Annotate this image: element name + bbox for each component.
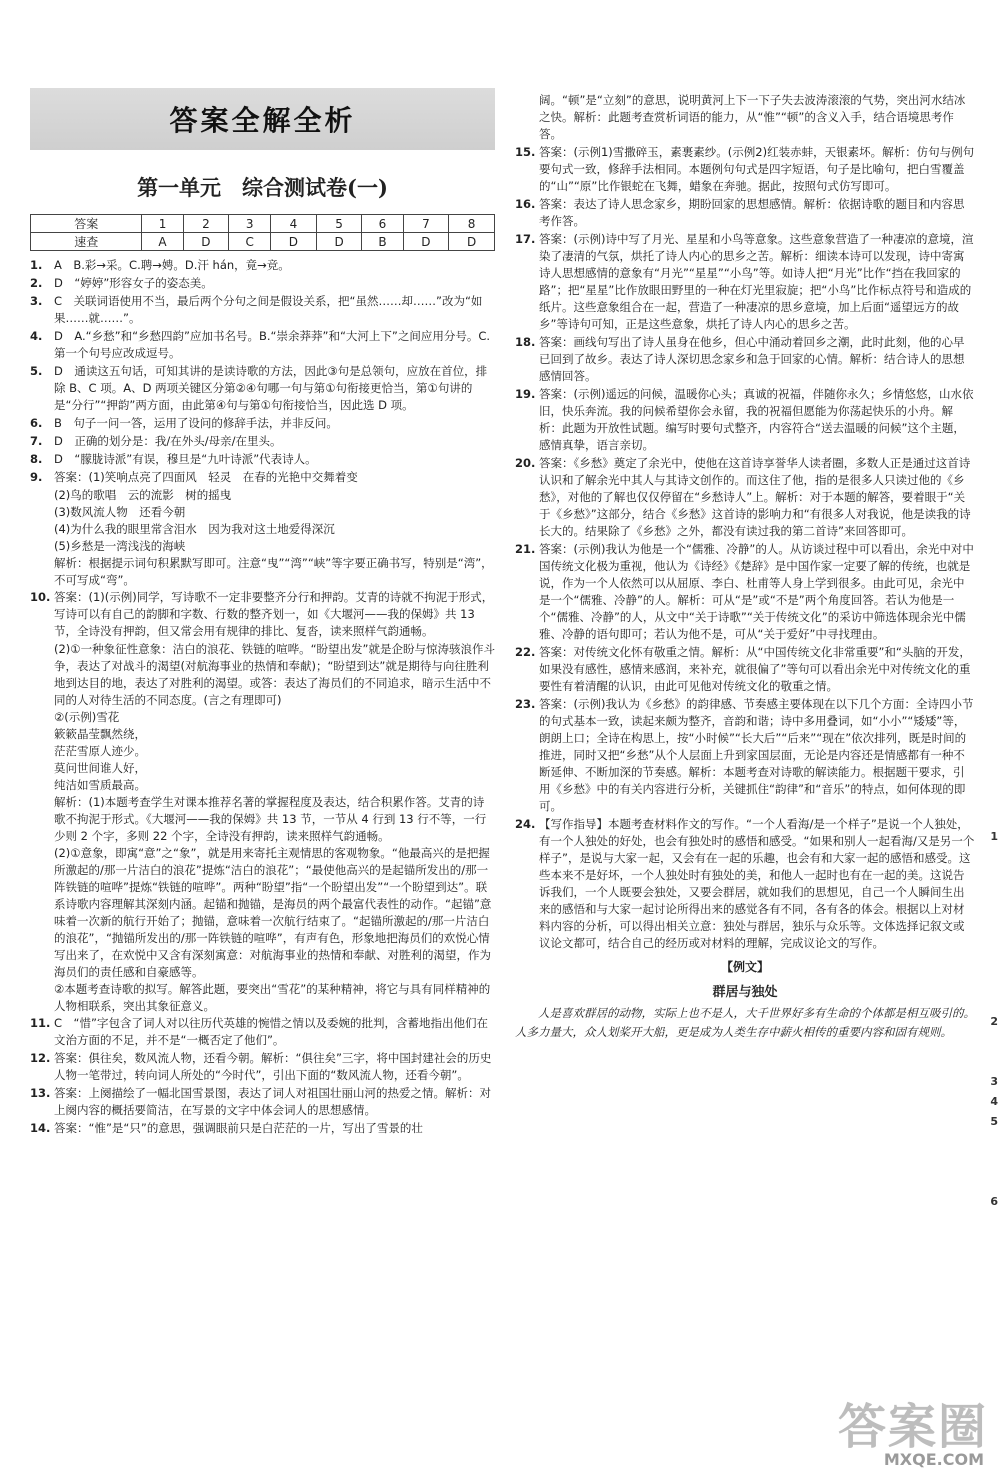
answer-cell: D (449, 233, 495, 251)
answer-cell: D (316, 233, 362, 251)
right-column (515, 92, 975, 1042)
item-text: 答案：俱往矣，数风流人物，还看今朝。解析：“俱往矣”三字，将中国封建社会的历史人物一笔带过，转向词人所处的“今时代”，引出下面的“数风流人物，还看今朝”。 (54, 1051, 492, 1082)
item-number: 21. (515, 542, 536, 556)
poem-line: 簌簌晶莹飘然绕， (54, 727, 146, 741)
answer-item (515, 196, 975, 230)
item-number: 3. (30, 294, 43, 308)
side-page-mark: 4 (990, 1095, 998, 1108)
answer-table-num: 4 (271, 215, 317, 233)
item-text: 答案：(示例)诗中写了月光、星星和小鸟等意象。这些意象营造了一种凄凉的意境，渲染了凄清的气氛，烘托了诗人内心的思乡之苦。解析：细读本诗可以发现，诗中寄寓诗人思想感情的意象有“月光”“星星”“小鸟”等。如诗人把“月光”比作“挡在我回家的路”；把“星星”比作放眼田野里的一种在灯光里寂旋；把“小鸟”比作标点符号和造成的纸片。这些意象组合在一起，营造了一种凄凉的思乡意境，加上后面“遥望远方的故乡”等诗句可知，正是这些意象，烘托了诗人内心的思乡之苦。 (539, 232, 974, 331)
item-text: D A.“乡愁”和“乡愁四韵”应加书名号。B.“崇余莽莽”和“大河上下”之间应用分号。C.第一个句号应改成逗号。 (54, 329, 491, 360)
item-number: 13. (30, 1086, 51, 1100)
answer-cell: D (271, 233, 317, 251)
item-number: 1. (30, 258, 43, 272)
item-text: 答案：(示例)遥远的问候，温暖你心头；真诚的祝福，伴随你永久；乡情悠悠，山水依旧，快乐奔流。我的问候希望你会永留，我的祝福但愿能为你荡起快乐的小舟。解析：此题为开放性试题。编写时要句式整齐，内容符合“送去温暖的问候”这个主题，感情真挚，语言亲切。 (539, 387, 974, 452)
item-text: 答案：(示例1)雪撒碎玉，素裹素纱。(示例2)红装赤蚌，天银素坏。解析：仿句与例句要句式一致，修辞手法相同。本题例句句式是四字短语，句子是比喻句，把白雪覆盖的“山”“原”比作银蛇在飞舞，蜡象在奔驰。据此，按照句式仿写即可。 (539, 145, 975, 193)
side-page-mark: 5 (990, 1115, 998, 1128)
answer-cell: D (183, 233, 229, 251)
item-number: 19. (515, 387, 536, 401)
essay-title: 群居与独处 (712, 985, 778, 1000)
item-number: 14. (30, 1121, 51, 1135)
answer-item (30, 589, 495, 640)
item-text: 答案：对传统文化怀有敬重之情。解析：从“中国传统文化非常重要”和“头脑的开发，如果没有感性，感情来感润，来补充，就很偏了”等句可以看出余光中对传统文化的重要性有着清醒的认识，由此可见他对传统文化的敬重之情。 (539, 645, 971, 693)
answer-item (30, 275, 495, 292)
item-text: D “婷婷”形容女子的姿态美。 (54, 276, 213, 290)
item-number: 20. (515, 456, 536, 470)
answer-item (515, 334, 975, 385)
answer-item (515, 541, 975, 643)
item-line: (5)乡愁是一湾浅浅的海峡 (54, 539, 186, 553)
answer-item (515, 455, 975, 540)
answer-item (515, 386, 975, 454)
page-banner: 答案全解全析 (30, 88, 495, 150)
item-text: 答案：《乡愁》奠定了余光中，使他在这首诗享誉华人读者圈，多数人正是通过这首诗认识和了解余光中其人与其诗文创作的。而这住了他，指的是很多人只读过他的《乡愁》，对他的了解也仅仅停留在“乡愁诗人”上。解析：对于本题的解答，要着眼于“关于《乡愁》”这部分，结合《乡愁》这首诗的影响力和“有很多人对我说，他是读我的诗长大的。结果除了《乡愁》之外，都没有读过我的第二首诗”来回答即可。 (539, 456, 971, 538)
answer-item (30, 1050, 495, 1084)
side-page-mark: 6 (990, 1195, 998, 1208)
side-page-mark: 3 (990, 1075, 998, 1088)
side-page-mark: 2 (990, 1015, 998, 1028)
answer-table-num: 6 (362, 215, 403, 233)
item-number: 15. (515, 145, 536, 159)
answer-item (515, 144, 975, 195)
item-number: 5. (30, 364, 43, 378)
item-text: D “朦胧诗派”有误，穆旦是“九叶诗派”代表诗人。 (54, 452, 317, 466)
answer-item (30, 257, 495, 274)
answer-item (515, 92, 975, 143)
item-number: 11. (30, 1016, 51, 1030)
item-number: 8. (30, 452, 43, 466)
item-line: 解析：(1)本题考查学生对课本推荐名著的掌握程度及表达，结合积累作答。艾青的诗歌不拘泥于形式。《大堰河——我的保姆》共 13 节，一节从 4 行到 13 行不等，一行少则 2 个字，多则 22 个字，全诗没有押韵，读来照样气韵通畅。 (54, 795, 487, 843)
answer-item (30, 433, 495, 450)
essay-text: 人是喜欢群居的动物，实际上也不是人，大千世界好多有生命的个体都是相互吸引的。人多力量大，众人划桨开大船，更是成为人类生存中薪火相传的重要内容和固有规则。 (515, 1006, 975, 1039)
answer-cell: D (403, 233, 449, 251)
item-text: 答案：“惟”是“只”的意思，强调眼前只是白茫茫的一片，写出了雪景的壮 (54, 1121, 423, 1135)
answer-table-num: 1 (142, 215, 183, 233)
answer-cell: C (229, 233, 271, 251)
item-number: 4. (30, 329, 43, 343)
item-number: 17. (515, 232, 536, 246)
poem-line: 茫茫雪原人迹少。 (54, 744, 146, 758)
answer-item (30, 363, 495, 414)
item-text: A B.彩→采。C.聘→娉。D.汗 hán，竟→竞。 (54, 258, 290, 272)
answer-item (515, 644, 975, 695)
item-line: (4)为什么我的眼里常含泪水 因为我对这土地爱得深沉 (54, 522, 335, 536)
answer-item (30, 1085, 495, 1119)
item-text: 答案：(1)(示例)同学，写诗歌不一定非要整齐分行和押韵。艾青的诗就不拘泥于形式，写诗可以有自己的韵脚和字数、行数的整齐划一，如《大堰河——我的保姆》共 13 节，全诗没有押韵，但又常会用有规律的排比、复沓，读来照样气韵通畅。 (54, 590, 494, 638)
item-number: 23. (515, 697, 536, 711)
answer-table-num: 7 (403, 215, 449, 233)
item-text: 答案：上阕描绘了一幅北国雪景图，表达了词人对祖国壮丽山河的热爱之情。解析：对上阕内容的概括要简洁，在写景的文字中体会词人的思想感情。 (54, 1086, 491, 1117)
answer-item (30, 469, 495, 486)
answer-item (30, 415, 495, 432)
answer-item (515, 696, 975, 815)
item-number: 9. (30, 470, 43, 484)
item-text: 【写作指导】本题考查材料作文的写作。“一个人看海/是一个样子”是说一个人独处，有一个人独处的好处，也会有独处时的感悟和感受。“如果和别人一起看海/又是另一个样子”，是说与大家一起，又会有在一起的乐趣，也会有和大家一起的感悟和感受。这些本来不是好坏，一个人独处时有独处的美，和他人一起时也有在一起的美。这说告诉我们，一个人既要会独处，又要会群居，就如我们的思想见，自己一个人瞬间生出来的感悟和与大家一起讨论所得出来的感觉各有不同，各有各的体会。根据以上对材料内容的分析，可以得出相关立意：独处与群居，独乐与众乐等。文体选择记叙文或议论文都可，结合自己的经历或对材料的理解，完成议论文的写作。 (539, 817, 975, 950)
watermark-logo: 答案圈 (837, 1399, 988, 1455)
item-number: 6. (30, 416, 43, 430)
item-line: ②(示例)雪花 (54, 710, 120, 724)
item-line: (2)①一种象征性意象：洁白的浪花、铁链的喧哗。“盼望出发”就是企盼与惊涛骇浪作斗争，表达了对战斗的渴望(对航海事业的热情和奉献)；“盼望到达”就是期待与向往胜利地到达目的地，表达了对胜利的渴望。或答：表达了海员们的不同追求，暗示生活中不同的人对待生活的不同态度。(言之有理即可) (54, 642, 496, 707)
answer-cell: B (362, 233, 403, 251)
item-number: 2. (30, 276, 43, 290)
item-text: 阔。“顿”是“立刻”的意思，说明黄河上下一下子失去波涛滚滚的气势，突出河水结冰之快。解析：此题考查赏析词语的能力，从“惟”“顿”的含义入手，结合语境思考作答。 (539, 93, 966, 141)
item-text: C “惜”字包含了词人对以往历代英雄的惋惜之情以及委婉的批判，含蓄地指出他们在文治方面的不足，并不是“一概否定了他们”。 (54, 1016, 488, 1047)
item-number: 22. (515, 645, 536, 659)
item-line: (2)①意象，即寓“意”之“象”，就是用来寄托主观情思的客观物象。“他最高兴的是把握所激起的/那一片洁白的浪花”提炼“洁白的浪花”；“最使他高兴的是起锚所发出的/那一阵铁链的喧哗”提炼“铁链的喧哗”。两种“盼望”指“一个盼望出发”“一个盼望到达”。联系诗歌内容理解其深刻内涵。起锚和抛锚，是海员的两个最富代表性的动作。“起锚”意味着一次新的航行开始了；抛锚，意味着一次航行结束了。“起锚所激起的/那一片洁白的浪花”，“抛锚所发出的/那一阵铁链的喧哗”，有声有色，形象地把海员们的欢悦心情写出来了，在欢悦中又含有深刻寓意：对航海事业的热情和奉献、对胜利的渴望，作为海员们的责任感和自豪感等。 (54, 846, 492, 979)
answer-item (30, 293, 495, 327)
item-text: D 通读这五句话，可知其讲的是读诗歌的方法，因此③句是总领句，应放在首位，排除 B、C 项。A、D 两项关键区分第②④句哪一句与第①句衔接更恰当，第①句讲的是“分行”“押韵”两方面，由此第④句与第①句衔接恰当，因此选 D 项。 (54, 364, 488, 412)
watermark-url: MXQE.COM (883, 1450, 984, 1469)
item-number: 10. (30, 590, 51, 604)
answer-table-num: 3 (229, 215, 271, 233)
left-column (30, 88, 495, 1138)
answer-item (30, 451, 495, 468)
answer-cell: A (142, 233, 183, 251)
answer-table-header-row (31, 215, 495, 233)
item-number: 12. (30, 1051, 51, 1065)
item-line: ②本题考查诗歌的拟写。解答此题，要突出“雪花”的某种精神，将它与具有同样精神的人物相联系，突出其象征意义。 (54, 982, 491, 1013)
item-text: D 正确的划分是：我/在外头/母亲/在里头。 (54, 434, 282, 448)
item-text: 答案：(示例)我认为他是一个“儒雅、冷静”的人。从访谈过程中可以看出，余光中对中国传统文化极为重视，他认为《诗经》《楚辞》是中国作家一定要了解的传统，也就是说，作为一个人依然可以从屈原、李白、杜甫等人身上学到很多。由此可见，余光中是一个“儒雅、冷静”的人。解析：可从“是”或“不是”两个角度回答。若认为他是一个“儒雅、冷静”的人，从文中“关于诗歌”“关于传统文化”的采访中筛选体现余光中儒雅、冷静的语句即可；若认为他不是，可从“关于爱好”中寻找理由。 (539, 542, 974, 641)
answer-item (30, 1120, 495, 1137)
item-line: (3)数风流人物 还看今朝 (54, 505, 186, 519)
answer-item (515, 816, 975, 952)
item-line: 解析：根据提示词句积累默写即可。注意“曳”“湾”“峡”等字要正确书写，特别是“湾”，不可写成“弯”。 (54, 556, 493, 587)
item-text: B 句子一问一答，运用了设问的修辞手法，并非反问。 (54, 416, 338, 430)
answer-table-row-label: 速查 (31, 233, 142, 251)
answer-table-label: 答案 (31, 215, 142, 233)
answer-table (30, 214, 495, 251)
item-text: 答案：(1)笑响点亮了四面风 轻灵 在春的光艳中交舞着变 (54, 470, 358, 484)
example-label: 【例文】 (720, 960, 769, 974)
answer-table-num: 8 (449, 215, 495, 233)
item-text: 答案：(示例)我认为《乡愁》的韵律感、节奏感主要体现在以下几个方面：全诗四小节的句式基本一致，读起来颇为整齐，音韵和谐；诗中多用叠词，如“小小”“矮矮”等，朗朗上口；全诗在构思上，按“小时候”“长大后”“后来”“现在”依次排列，既是时间的推进，同时又把“乡愁”从个人层面上升到家国层面，无论是内容还是情感都有一种不断延伸、不断加深的节奏感。解析：本题考查对诗歌的解读能力。根据题干要求，引用《乡愁》中的有关内容进行分析，关键抓住“韵律”和“音乐”的特点，如何体现的即可。 (539, 697, 974, 813)
poem-line: 莫问世间谁人好， (54, 761, 146, 775)
item-text: 答案：表达了诗人思念家乡，期盼回家的思想感情。解析：依据诗歌的题目和内容思考作答。 (539, 197, 965, 228)
poem-line: 纯洁如雪质最高。 (54, 778, 146, 792)
item-number: 18. (515, 335, 536, 349)
item-number (515, 92, 539, 143)
item-text: 答案：画线句写出了诗人虽身在他乡，但心中涌动着回乡之潮，此时此刻，他的心早已回到了故乡。表达了诗人深切思念家乡和急于回家的心情。解析：结合诗人的思想感情回答。 (539, 335, 965, 383)
answer-table-answer-row (31, 233, 495, 251)
item-number: 24. (515, 817, 536, 831)
item-number: 16. (515, 197, 536, 211)
answer-item (30, 328, 495, 362)
answer-table-num: 5 (316, 215, 362, 233)
unit-title: 第一单元 综合测试卷(一) (137, 175, 388, 200)
answer-item (515, 231, 975, 333)
side-page-mark: 1 (990, 830, 998, 843)
item-number: 7. (30, 434, 43, 448)
item-text: C 关联词语使用不当，最后两个分句之间是假设关系，把“虽然……却……”改为“如果……就……”。 (54, 294, 483, 325)
answer-item (30, 1015, 495, 1049)
item-line: (2)鸟的歌唱 云的流影 树的摇曳 (54, 488, 232, 502)
answer-table-num: 2 (183, 215, 229, 233)
